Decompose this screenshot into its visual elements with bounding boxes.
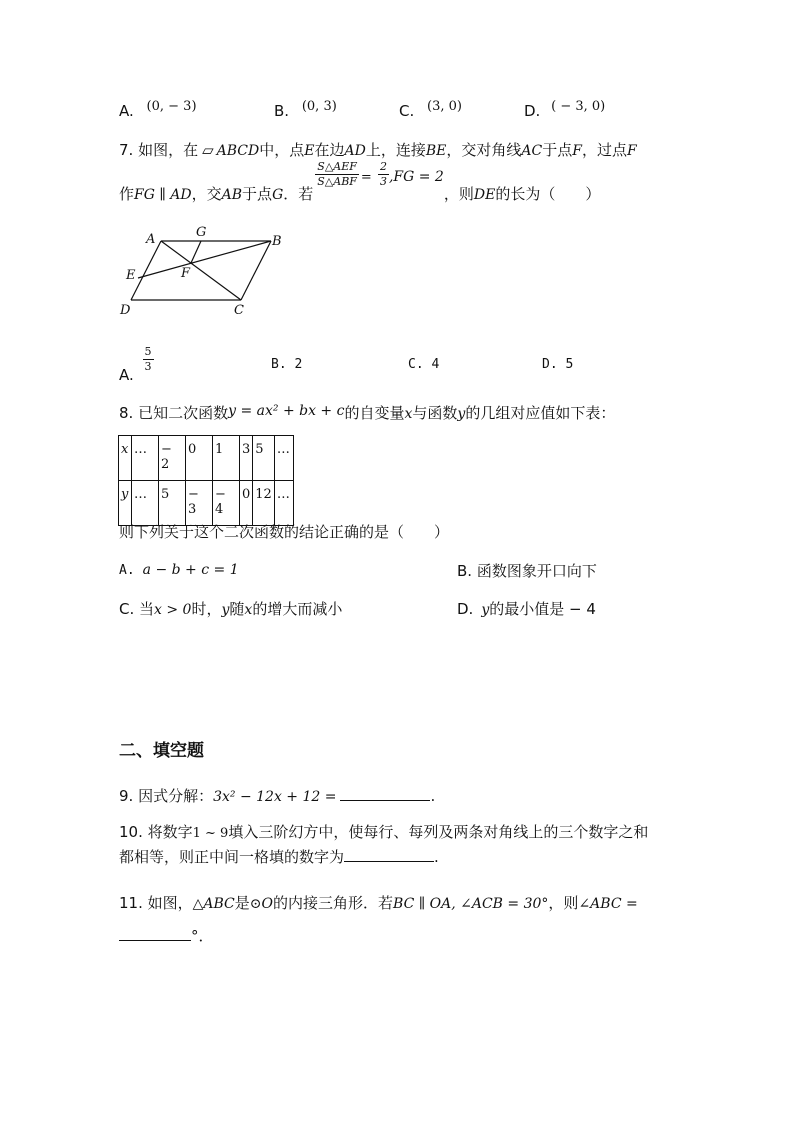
q8-option-c-cond: x > 0 <box>154 602 192 618</box>
q8-option-c <box>119 598 342 619</box>
q6-option-c-value: (3, 0) <box>427 99 462 114</box>
table-cell: … <box>274 481 293 526</box>
q8-var-y: y <box>221 602 230 618</box>
q11-triangle: △ABC <box>192 896 235 912</box>
q7-area-ratio-den: S△ABF <box>317 175 357 188</box>
q7-ab: AB <box>221 187 243 203</box>
q6-option-c <box>399 99 462 120</box>
q7-text: ，则 <box>443 185 474 203</box>
q11-line2 <box>119 925 214 946</box>
q10-text: 都相等，则正中间一格填的数字为 <box>119 848 345 866</box>
segment-fg <box>191 241 201 263</box>
q7-ac: AC <box>521 143 543 159</box>
table-cell: 12 <box>253 481 275 526</box>
q7-fg-parallel: FG ∥ AD <box>134 187 192 203</box>
q11-text: 是 <box>234 894 250 912</box>
q7-text: 的长为（ ） <box>495 185 601 203</box>
q7-fg-length: ,FG = 2 <box>388 169 444 185</box>
q7-ad: AD <box>344 143 366 159</box>
table-row-y <box>119 481 294 526</box>
q8-text: 随 <box>229 600 245 618</box>
q6-option-a-value: (0, − 3) <box>146 99 197 114</box>
q7-de: DE <box>473 187 496 203</box>
q11-text: °． <box>191 927 214 945</box>
q11-text: 的内接三角形．若 <box>273 894 394 912</box>
label-g: G <box>196 225 207 240</box>
q6-option-d-value: ( − 3, 0) <box>551 99 606 114</box>
q7-area-ratio-num: S△AEF <box>315 160 359 175</box>
circle-o-icon: ⊙O <box>249 896 273 912</box>
table-cell: … <box>274 436 293 481</box>
q6-option-d <box>524 99 606 120</box>
diagonal-ac <box>161 241 241 300</box>
table-cell: 1 <box>213 436 240 481</box>
q8-option-b: B. 函数图象开口向下 <box>457 562 597 580</box>
q7-option-c: C. 4 <box>408 357 440 372</box>
q9-text: . <box>430 787 436 805</box>
q7-text: 于点 <box>242 185 273 203</box>
q7-text: 7. 如图，在 <box>119 141 199 159</box>
q11-target-angle: ∠ABC = <box>578 896 638 912</box>
q7-ratio-num: 2 <box>379 160 387 173</box>
q7-be: BE <box>425 143 447 159</box>
q7-text: 上，连接 <box>365 141 426 159</box>
q7-text: 中，点 <box>259 141 305 159</box>
q7-point-f: F <box>626 143 637 159</box>
q10-line2 <box>119 846 439 867</box>
q8-text: 的自变量 <box>344 404 405 422</box>
segment-bc <box>241 241 271 300</box>
q7-option-a <box>119 345 154 384</box>
q8-var-y: y <box>481 602 490 618</box>
q11-line1 <box>119 892 638 913</box>
table-cell: … <box>132 436 159 481</box>
table-cell: 5 <box>159 481 186 526</box>
section-title <box>119 736 204 761</box>
q10-text: 填入三阶幻方中，使每行、每列及两条对角线上的三个数字之和 <box>228 823 649 841</box>
q7-option-a-num: 5 <box>144 345 152 358</box>
q8-text: D. <box>457 600 474 618</box>
table-cell: … <box>132 481 159 526</box>
table-cell: 3 <box>240 436 253 481</box>
q11-condition: BC ∥ OA, ∠ACB = 30° <box>393 896 549 912</box>
q6-option-d-label: D. <box>524 102 541 120</box>
q7-option-a-label: A. <box>119 366 134 384</box>
label-f: F <box>181 266 191 281</box>
q7-option-a-den: 3 <box>144 360 152 373</box>
q11-text: ，则 <box>548 894 579 912</box>
q8-var-y: y <box>457 406 466 422</box>
table-cell: x <box>119 436 132 481</box>
q8-option-a <box>119 560 239 578</box>
q8-question: 则下列关于这个二次函数的结论正确的是（ ） <box>119 523 450 541</box>
q7-abcd: ABCD <box>216 143 260 159</box>
q7-text: ，交对角线 <box>446 141 522 159</box>
q6-option-b <box>274 99 337 120</box>
table-cell: 5 <box>253 436 275 481</box>
segment-da <box>131 241 161 300</box>
label-a: A <box>146 232 156 247</box>
q10-text: 10. 将数字 <box>119 823 193 841</box>
q7-stem-line2 <box>119 160 601 203</box>
q7-text: ，过点 <box>581 141 627 159</box>
q9-text: 9. 因式分解： <box>119 787 214 805</box>
q6-option-b-label: B. <box>274 102 290 120</box>
q8-text: 与函数 <box>412 404 458 422</box>
answer-blank[interactable] <box>119 926 191 941</box>
q7-point-e: E <box>304 143 315 159</box>
q7-text: ．若 <box>283 185 314 203</box>
q8-function: y = ax² + bx + c <box>228 403 345 419</box>
label-b: B <box>272 234 282 249</box>
q8-option-a-label: A. <box>119 563 135 578</box>
table-cell: 0 <box>240 481 253 526</box>
q7-text: 作 <box>119 185 135 203</box>
parallelogram-icon: ▱ <box>202 141 214 159</box>
q8-text: 的最小值是 − 4 <box>489 600 596 618</box>
q7-ratio-den: 3 <box>379 175 387 188</box>
q7-text: 于点 <box>542 141 573 159</box>
q8-stem <box>119 402 615 423</box>
table-cell: − 4 <box>213 481 240 526</box>
q8-option-a-expr: a − b + c = 1 <box>142 562 239 578</box>
q7-parallelogram-figure <box>110 220 300 320</box>
q7-ratio-value <box>378 160 389 189</box>
q6-option-a <box>119 99 197 120</box>
q7-option-d: D. 5 <box>542 357 574 372</box>
label-d: D <box>120 303 131 318</box>
q8-value-table <box>118 435 294 526</box>
table-cell: 0 <box>186 436 213 481</box>
q8-text: 8. 已知二次函数 <box>119 404 229 422</box>
q8-text: 时， <box>191 600 222 618</box>
q9 <box>119 785 435 806</box>
q7-option-b: B. 2 <box>271 357 303 372</box>
q7-text: 在边 <box>314 141 345 159</box>
q7-text: ，交 <box>191 185 222 203</box>
q10-text: . <box>434 848 439 866</box>
q9-expression: 3x² − 12x + 12 = <box>213 789 337 805</box>
q6-option-b-value: (0, 3) <box>301 99 337 114</box>
q8-text: C. 当 <box>119 600 155 618</box>
q7-equals: = <box>360 170 376 185</box>
q8-option-d <box>457 598 596 619</box>
q8-text: 的几组对应值如下表： <box>465 404 616 422</box>
q8-var-x: x <box>404 406 413 422</box>
table-cell: − 2 <box>159 436 186 481</box>
q7-point-f: F <box>572 143 582 159</box>
table-cell: y <box>119 481 132 526</box>
q8-text: 的增大而减小 <box>252 600 343 618</box>
q10-line1 <box>119 821 648 842</box>
table-cell: − 3 <box>186 481 213 526</box>
q7-point-g: G <box>272 187 284 203</box>
q10-range: 1 ~ 9 <box>192 826 229 841</box>
label-c: C <box>234 303 244 318</box>
q6-option-a-label: A. <box>119 102 134 120</box>
q7-area-ratio <box>315 160 359 189</box>
q7-option-a-fraction <box>143 345 154 374</box>
label-e: E <box>126 268 136 283</box>
section-2-title: 二、填空题 <box>119 741 204 761</box>
answer-blank[interactable] <box>344 847 434 862</box>
q8-var-x: x <box>244 602 253 618</box>
q7-stem-line1 <box>119 139 637 160</box>
answer-blank[interactable] <box>340 786 430 801</box>
q6-option-c-label: C. <box>399 102 415 120</box>
q11-text: 11. 如图， <box>119 894 193 912</box>
table-row-x <box>119 436 294 481</box>
